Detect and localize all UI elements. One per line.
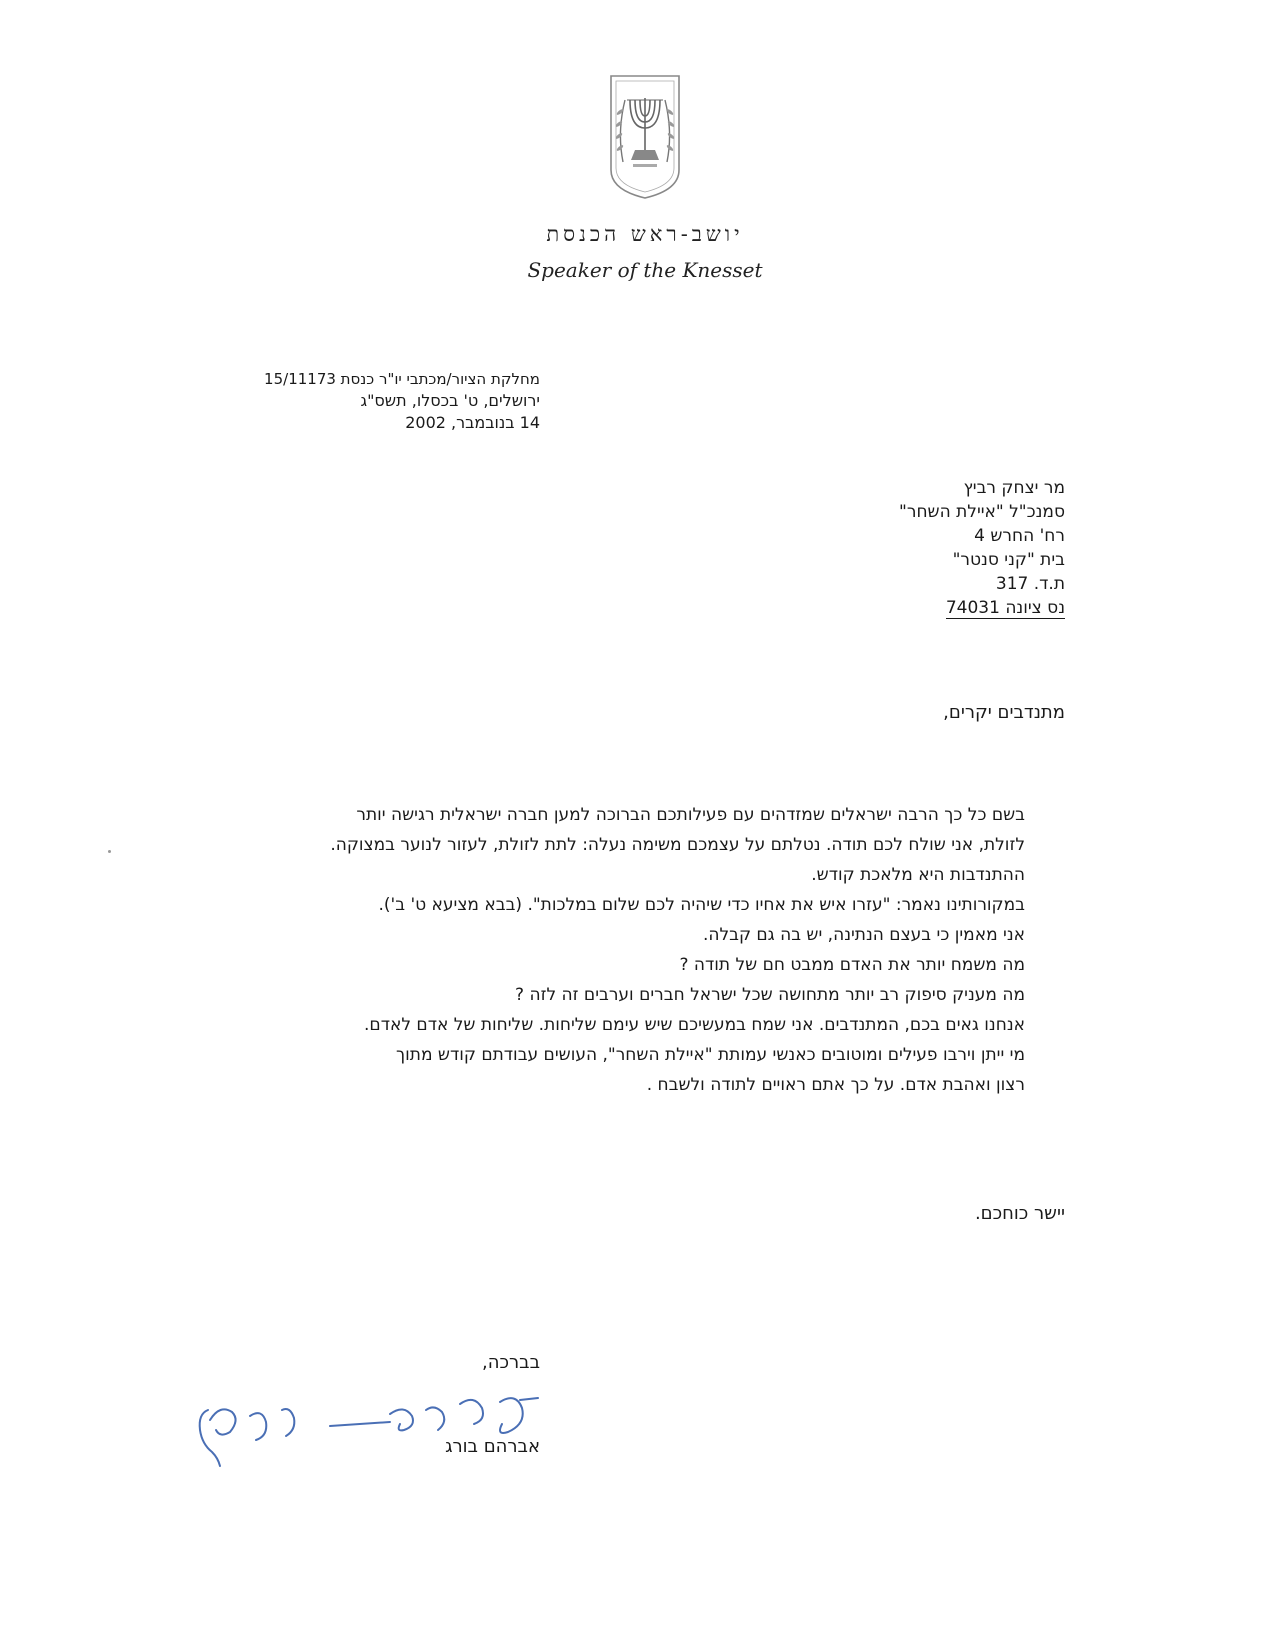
recipient-street: רח' החרש 4 bbox=[974, 526, 1065, 546]
body-line: בשם כל כך הרבה ישראלים שמזדהים עם פעילותכם הברוכה למען חברה ישראלית רגישה יותר bbox=[356, 805, 1025, 825]
body-line: רצון ואהבת אדם. על כך אתם ראויים לתודה ולשבח . bbox=[646, 1075, 1025, 1095]
recipient-name: מר יצחק רביץ bbox=[963, 478, 1065, 498]
closing-line: יישר כוחכם. bbox=[974, 1203, 1065, 1224]
body-line: מה משמח יותר את האדם ממבט חם של תודה ? bbox=[679, 955, 1025, 975]
recipient-city-zip-text: נס ציונה 74031 bbox=[945, 598, 1065, 618]
body-line: אנחנו גאים בכם, המתנדבים. אני שמח במעשיכם שיש עימם שליחות. שליחות של אדם לאדם. bbox=[364, 1015, 1025, 1035]
body-line: מה מעניק סיפוק רב יותר מתחושה שכל ישראל חברים וערבים זה לזה ? bbox=[515, 985, 1025, 1005]
scan-speck bbox=[108, 850, 111, 853]
recipient-po-box: ת.ד. 317 bbox=[995, 574, 1065, 594]
recipient-address bbox=[665, 476, 1065, 620]
recipient-city-zip bbox=[665, 596, 1065, 620]
reference-number: מחלקת הציור/מכתבי יו"ר כנסת 15/11173 bbox=[264, 370, 540, 388]
letter-body bbox=[205, 800, 1025, 1100]
body-line: אני מאמין כי בעצם הנתינה, יש בה גם קבלה. bbox=[702, 925, 1025, 945]
body-line: מי ייתן וירבו פעילים ומוטובים כאנשי עמותת "איילת השחר", העושים עבודתם קודש מתוך bbox=[396, 1045, 1025, 1065]
letterhead-title-english: Speaker of the Knesset bbox=[527, 258, 763, 282]
reference-block bbox=[200, 368, 540, 434]
gregorian-date: 14 בנובמבר, 2002 bbox=[405, 413, 540, 432]
recipient-building: בית "קני סנטר" bbox=[952, 550, 1065, 570]
body-line: ההתנדבות היא מלאכת קודש. bbox=[811, 865, 1025, 885]
hebrew-date: ירושלים, ט' בכסלו, תשס"ג bbox=[360, 391, 540, 410]
letterhead-title-hebrew: יושב-ראש הכנסת bbox=[546, 222, 744, 246]
recipient-title: סמנכ"ל "איילת השחר" bbox=[899, 502, 1065, 522]
body-line: במקורותינו נאמר: "עזרו איש את אחיו כדי שיהיה לכם שלום במלכות". (בבא מציעא ט' ב'). bbox=[378, 895, 1025, 915]
signer-name: אברהם בורג bbox=[445, 1436, 540, 1457]
body-line: לזולת, אני שולח לכם תודה. נטלתם על עצמכם משימה נעלה: לתת לזולת, לעזור לנוער במצוקה. bbox=[330, 835, 1025, 855]
salutation: מתנדבים יקרים, bbox=[943, 702, 1065, 723]
menorah-emblem-icon bbox=[605, 72, 685, 202]
regards-line: בברכה, bbox=[482, 1352, 540, 1373]
